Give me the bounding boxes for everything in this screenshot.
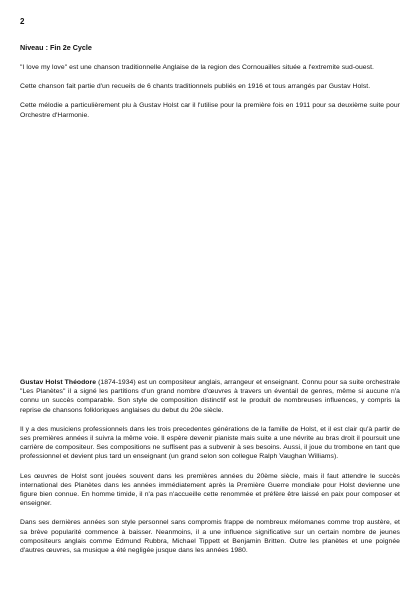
introduction-section bbox=[20, 43, 400, 130]
song-origin-paragraph: "I love my love" est une chanson traditionnelle Anglaise de la region des Cornouailles située a l'extremite sud-ouest. bbox=[20, 64, 374, 71]
biography-section bbox=[20, 378, 400, 565]
family-career-paragraph: Il y a des musiciens professionnels dans les trois precedentes générations de la famille de Holst, et il est clair qu'à partir de ses premières années il suivra la même voie. Il espère devenir pianiste mais suite a une névrite au bras droit il poursuit une carrière de compositeur. Ses compositions ne suffisent pas a subvenir à ses besoins. Aussi, il joue du trombone en tant que professionnel et devient plus tard un enseignant (un grand selon son collegue Ralph Vaughan Williams). bbox=[20, 425, 400, 461]
biography-intro-paragraph bbox=[20, 378, 400, 415]
level-heading: Niveau : Fin 2e Cycle bbox=[20, 43, 92, 52]
composer-name: Gustav Holst Théodore bbox=[20, 379, 97, 386]
publication-paragraph: Cette chanson fait partie d'un recueils de 6 chants traditionnels publiés en 1916 et tous arrangés par Gustav Holst. bbox=[20, 83, 371, 91]
page-number: 2 bbox=[20, 17, 25, 26]
works-reception-paragraph: Les œuvres de Holst sont jouées souvent dans les premières années du 20ème siècle, mais il faut attendre le succès international des Planètes dans les années immédiatement après la Première Guerre mondiale pour Holst devienne une figure bien connue. En homme timide, il n'a pas n'accueille cette renommée et préfère être laissé en paix pour composer et enseigner. bbox=[20, 472, 400, 508]
biography-intro-text: (1874-1934) est un compositeur anglais, arrangeur et enseignant. Connu pour sa suite orchestrale "Les Planètes" il a signé les partitions d'un grand nombre d'œuvres à travers un éventail de genres, même si aucune n'a connu un succès comparable. Son style de composition distinctif est le produit de nombreuses influences, y compris la reprise de chansons folkloriques anglaises du debut du 20e siècle. bbox=[20, 379, 400, 414]
later-years-paragraph: Dans ses dernières années son style personnel sans compromis frappe de nombreux mélomanes comme trop austère, et sa brève popularité commence à baisser. Neanmoins, il a une influence significative sur un certain nombre de jeunes compositeurs anglais comme Edmund Rubbra, Michael Tippett et Benjamin Britten. Outre les planètes et une poignée d'autres œuvres, sa musique a été negligée jusque dans les années 1980. bbox=[20, 519, 400, 555]
suite-paragraph: Cette mélodie a particulièrement plu à Gustav Holst car il l'utilise pour la première fois en 1911 pour sa deuxième suite pour Orchestre d'Harmonie. bbox=[20, 102, 400, 119]
